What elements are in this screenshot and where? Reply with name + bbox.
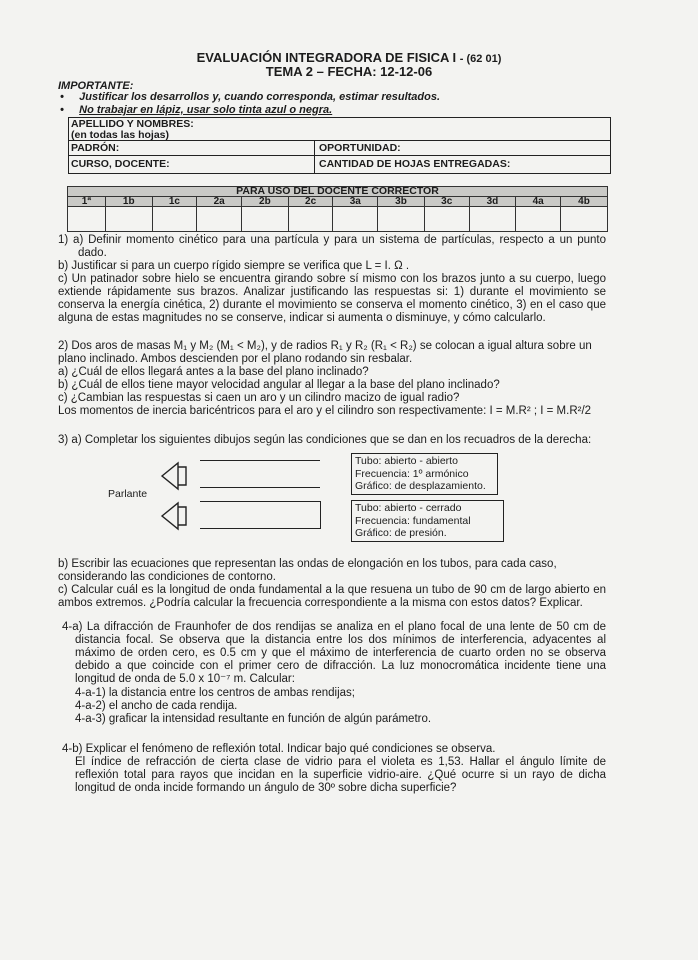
box-line: Frecuencia: fundamental [355,514,471,527]
speaker-icon [160,460,190,492]
question-line: plano inclinado. Ambos descienden por el plano rodando sin resbalar. [58,353,413,365]
grade-cell[interactable] [105,207,152,232]
divider [314,140,315,173]
column-header: 4b [561,197,608,207]
divider [69,140,610,141]
corrector-grade-row [68,207,608,232]
grade-cell[interactable] [424,207,469,232]
bullet-text: Justificar los desarrollos y, cuando corresponda, estimar resultados. [79,91,441,103]
conditions-box-1 [351,453,498,495]
exam-title [0,50,698,65]
column-header: 1b [105,197,152,207]
conditions-box-2 [351,500,504,542]
question-line: 4-a) La difracción de Fraunhofer de dos rendijas se analiza en el plano focal de una lente de 50 cm de [62,621,606,633]
name-note: (en todas las hojas) [71,129,170,141]
column-header: 3d [469,197,516,207]
curso-label: CURSO, DOCENTE: [71,158,170,170]
grade-cell[interactable] [469,207,516,232]
question-line: Los momentos de inercia baricéntricos para el aro y el cilindro son respectivamente: I = M.R² ; I = M.R²/2 [58,405,592,417]
corrector-grade-table [67,186,608,232]
column-header: 2b [242,197,289,207]
question-line: 4-a-3) graficar la intensidad resultante en función de algún parámetro. [75,713,432,725]
column-header: 2a [197,197,242,207]
important-bullet: • Justificar los desarrollos y, cuando corresponda, estimar resultados. [60,91,441,103]
column-header: 3c [424,197,469,207]
question-3-intro: 3) a) Completar los siguientes dibujos según las condiciones que se dan en los recuadros de la derecha: [58,434,592,446]
question-line: b) ¿Cuál de ellos tiene mayor velocidad angular al llegar a la base del plano inclinado? [58,379,500,391]
title-text: EVALUACIÓN INTEGRADORA DE FISICA I [196,50,457,65]
box-line: Gráfico: de presión. [355,527,447,539]
grade-cell[interactable] [561,207,608,232]
column-header: 3b [378,197,425,207]
question-line: longitud de onda de 5.0 x 10⁻⁷ m. Calcular: [75,673,295,685]
question-line: reflexión total para rayos que incidan en la superficie vidrio-aire. ¿Qué ocurre si un rayo de dicha [75,769,606,781]
box-line: Frecuencia: 1º armónico [355,467,469,480]
question-line: b) Justificar si para un cuerpo rígido siempre se verifica que L = I. Ω . [58,260,410,272]
pipe-open-open [200,460,320,488]
question-line: El índice de refracción de cierta clase de vidrio para el violeta es 1,53. Hallar el ángulo límite de [75,756,606,768]
student-info-form [68,117,611,174]
grade-cell[interactable] [378,207,425,232]
column-header: 3a [333,197,378,207]
question-line: c) Calcular cuál es la longitud de onda fundamental a la que resuena un tubo de 90 cm de largo abierto en [58,584,606,596]
column-header: 1ª [68,197,106,207]
bullet-text: No trabajar en lápiz, usar solo tinta azul o negra. [79,104,333,116]
column-header: 1c [152,197,197,207]
course-code: - (62 01) [459,53,502,65]
pipe-open-closed [200,501,321,529]
question-line: longitud de onda incide formando un ángulo de 30º sobre dicha superficie? [75,782,457,794]
question-line: máximo de orden cero, es 0.5 cm y que el máximo de interferencia de cuarto orden no se observa [75,647,606,659]
grade-cell[interactable] [333,207,378,232]
oportunidad-label: OPORTUNIDAD: [319,142,401,154]
question-line: 2) Dos aros de masas M₁ y M₂ (M₁ < M₂), y de radios R₁ y R₂ (R₁ < R₂) se colocan a igual altura sobre un [58,340,592,352]
box-line: Gráfico: de desplazamiento. [355,480,486,492]
question-line: c) Un patinador sobre hielo se encuentra girando sobre sí mismo con los brazos junto a su cuerpo, luego [58,273,606,285]
important-heading: IMPORTANTE: [58,80,134,92]
question-line: b) Escribir las ecuaciones que representan las ondas de elongación en los tubos, para cada caso, [58,558,557,570]
grade-cell[interactable] [68,207,106,232]
question-line: distancia focal. Se observa que la distancia entre los dos mínimos de interferencia, adyacentes al [75,634,606,646]
question-line: ambos extremos. ¿Podría calcular la frecuencia correspondiente a la misma con estos datos? Explicar. [58,597,583,609]
box-line: Tubo: abierto - abierto [355,455,458,467]
box-line: Tubo: abierto - cerrado [355,502,462,514]
question-line: considerando las condiciones de contorno. [58,571,277,583]
question-line: c) ¿Cambian las respuestas si caen un aro y un cilindro macizo de igual radio? [58,392,460,404]
grade-cell[interactable] [152,207,197,232]
corrector-table-title: PARA USO DEL DOCENTE CORRECTOR [68,187,608,197]
question-line: 1) a) Definir momento cinético para una partícula y para un sistema de partículas, respecto a un punto [58,234,606,246]
grade-cell[interactable] [516,207,561,232]
grade-cell[interactable] [197,207,242,232]
question-line: 4-b) Explicar el fenómeno de reflexión total. Indicar bajo qué condiciones se observa. [62,743,496,755]
speaker-icon [160,500,190,532]
column-header: 2c [288,197,333,207]
important-bullet: • No trabajar en lápiz, usar solo tinta azul o negra. [60,104,333,116]
question-line: 4-a-2) el ancho de cada rendija. [75,700,238,712]
corrector-header-row [68,197,608,207]
question-line: dado. [78,247,107,259]
question-line: 4-a-1) la distancia entre los centros de ambas rendijas; [75,687,355,699]
question-line: conserva la energía cinética, 2) durante el movimiento se conserva el momento cinético, 3) en el caso que [58,299,606,311]
grade-cell[interactable] [288,207,333,232]
name-label: APELLIDO Y NOMBRES: [71,118,194,130]
question-line: alguna de estas magnitudes no se conserve, indicar si aumenta o disminuye, y cómo calcularlo. [58,312,546,324]
divider [69,155,610,156]
speaker-label: Parlante [108,488,148,500]
question-line: extiende rápidamente sus brazos. Analizar justificando las respuestas si: 1) durante el movimiento se [58,286,606,298]
grade-cell[interactable] [242,207,289,232]
hojas-label: CANTIDAD DE HOJAS ENTREGADAS: [319,158,511,170]
question-line: a) ¿Cuál de ellos llegará antes a la base del plano inclinado? [58,366,369,378]
column-header: 4a [516,197,561,207]
question-line: debido a que coincide con el primer cero de difracción. La luz monocromática incidente tiene una [75,660,606,672]
exam-subtitle: TEMA 2 – FECHA: 12-12-06 [265,64,433,79]
padron-label: PADRÓN: [71,142,120,154]
